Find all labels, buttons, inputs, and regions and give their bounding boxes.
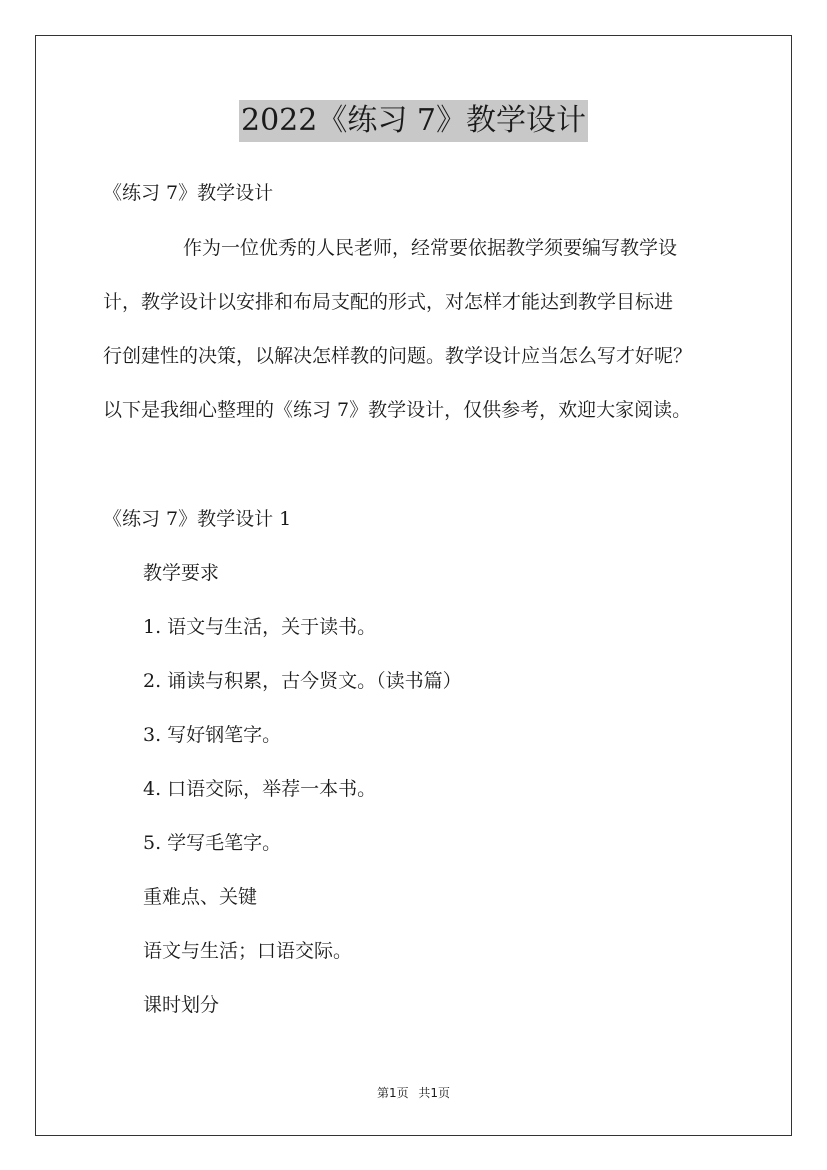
intro-line-2: 计，教学设计以安排和布局支配的形式，对怎样才能达到教学目标进 [103, 291, 674, 313]
page-footer [0, 1084, 827, 1101]
section-heading: 《练习 7》教学设计 1 [103, 508, 292, 530]
document-subtitle: 《练习 7》教学设计 [103, 182, 274, 204]
schedule-heading: 课时划分 [143, 994, 220, 1016]
intro-line-1: 作为一位优秀的人民老师，经常要依据教学须要编写教学设 [183, 237, 678, 259]
requirement-item-5: 5. 学写毛笔字。 [143, 832, 282, 854]
key-points-heading: 重难点、关键 [143, 886, 258, 908]
requirement-item-4: 4. 口语交际，举荐一本书。 [143, 778, 377, 800]
key-points-text: 语文与生活；口语交际。 [143, 940, 353, 962]
document-title: 2022《练习 7》教学设计 [239, 100, 588, 142]
requirement-item-1: 1. 语文与生活，关于读书。 [143, 616, 377, 638]
intro-line-4: 以下是我细心整理的《练习 7》教学设计，仅供参考，欢迎大家阅读。 [103, 399, 692, 421]
intro-line-3: 行创建性的决策，以解决怎样教的问题。教学设计应当怎么写才好呢？ [103, 345, 693, 367]
requirements-heading: 教学要求 [143, 562, 220, 584]
title-container [0, 100, 827, 142]
page-number-current: 第1页 [376, 1086, 409, 1100]
page-number-total: 共1页 [418, 1086, 451, 1100]
requirement-item-2: 2. 诵读与积累，古今贤文。（读书篇） [143, 670, 462, 692]
requirement-item-3: 3. 写好钢笔字。 [143, 724, 282, 746]
